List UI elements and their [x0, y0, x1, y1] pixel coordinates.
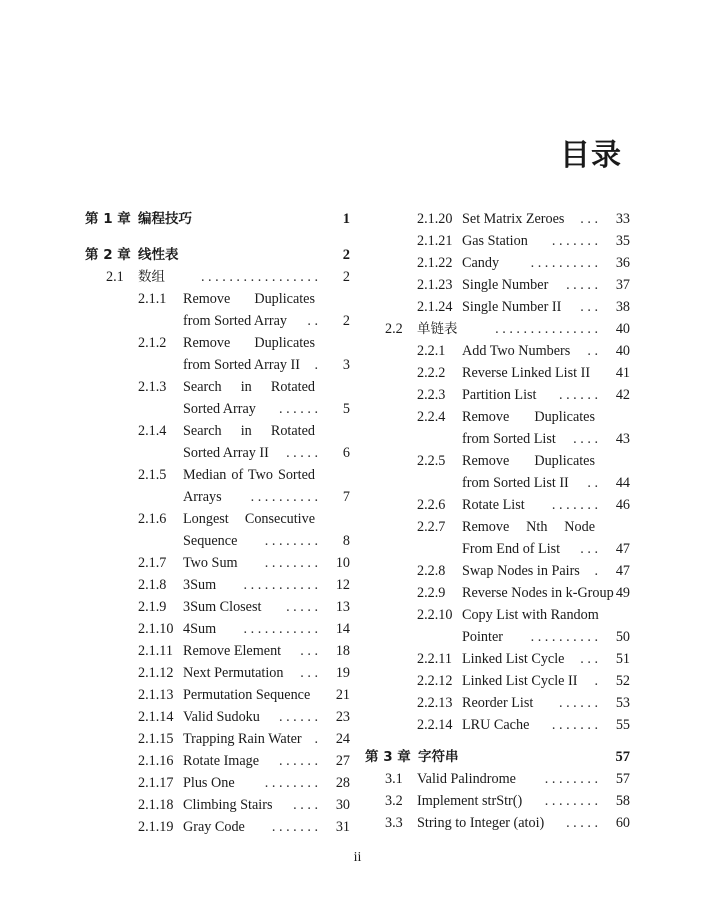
toc-leader-dots: . . . . . . . — [551, 497, 598, 513]
toc-entry-title: Remove Element — [183, 643, 282, 659]
toc-entry-title: Median of Two Sorted — [183, 467, 315, 483]
toc-entry-title: Sequence — [183, 533, 238, 549]
toc-entry[interactable] — [360, 252, 635, 274]
toc-entry-number: 2.2.1 — [417, 343, 446, 359]
toc-page-number: 44 — [615, 475, 630, 491]
toc-entry[interactable] — [0, 310, 355, 332]
toc-entry-title: Copy List with Random — [462, 607, 599, 623]
toc-leader-dots: . . . — [580, 211, 598, 227]
toc-entry[interactable] — [360, 428, 635, 450]
toc-entry-title: Remove Duplicates — [462, 453, 595, 469]
toc-entry-number: 3.1 — [385, 771, 403, 787]
toc-page-number: 31 — [335, 819, 350, 835]
toc-entry[interactable] — [360, 626, 635, 648]
toc-leader-dots: . . . — [300, 665, 318, 681]
toc-page-number: 46 — [615, 497, 630, 513]
toc-entry-number: 2.2 — [385, 321, 403, 337]
toc-entry-title: Rotate Image — [183, 753, 260, 769]
toc-entry-title: Single Number II — [462, 299, 562, 315]
toc-entry-title: Rotate List — [462, 497, 525, 513]
toc-entry[interactable] — [0, 618, 355, 640]
toc-page-number: 1 — [342, 211, 350, 227]
toc-page-number: 21 — [335, 687, 350, 703]
toc-page-number: 27 — [335, 753, 350, 769]
toc-leader-dots: . . . . . . . . — [264, 775, 318, 791]
toc-leader-dots: . . . . . — [566, 815, 598, 831]
toc-entry-title: String to Integer (atoi) — [417, 815, 545, 831]
toc-entry-number: 2.1.14 — [138, 709, 174, 725]
toc-entry-number: 2.1.20 — [417, 211, 453, 227]
toc-entry[interactable] — [360, 560, 635, 582]
toc-leader-dots: . . — [307, 313, 318, 329]
toc-page-number: 60 — [615, 815, 630, 831]
toc-entry-title: 编程技巧 — [138, 211, 192, 227]
toc-leader-dots: . . — [587, 343, 598, 359]
toc-section-entry[interactable] — [360, 812, 635, 834]
toc-entry-number: 第 2 章 — [85, 247, 131, 263]
toc-entry-title: Two Sum — [183, 555, 238, 571]
toc-right-column — [360, 0, 715, 913]
toc-entry-title: Single Number — [462, 277, 549, 293]
toc-entry[interactable] — [360, 230, 635, 252]
toc-leader-dots: . . . . . . — [558, 695, 598, 711]
toc-entry[interactable] — [0, 684, 355, 706]
toc-entry[interactable] — [0, 750, 355, 772]
toc-leader-dots: . . . . . . — [558, 387, 598, 403]
toc-entry[interactable] — [0, 772, 355, 794]
toc-entry-number: 第 3 章 — [365, 749, 411, 765]
toc-entry-number: 2.1.2 — [138, 335, 167, 351]
toc-entry[interactable] — [0, 662, 355, 684]
toc-leader-dots: . . . — [580, 541, 598, 557]
toc-page-number: 43 — [615, 431, 630, 447]
toc-leader-dots: . . . . . . . . . . . . . . . — [495, 321, 598, 337]
page-number: ii — [353, 850, 362, 865]
toc-entry-title: Search in Rotated — [183, 423, 315, 439]
toc-leader-dots: . . . . . . . . — [544, 771, 598, 787]
toc-page-number: 38 — [615, 299, 630, 315]
toc-entry-title: 4Sum — [183, 621, 217, 637]
toc-page-number: 41 — [615, 365, 630, 381]
toc-entry-number: 2.2.5 — [417, 453, 446, 469]
toc-entry-title: from Sorted List II — [462, 475, 569, 491]
toc-entry-number: 2.1.15 — [138, 731, 174, 747]
toc-chapter-entry[interactable] — [360, 746, 635, 768]
toc-entry[interactable] — [0, 508, 355, 530]
toc-entry-title: Linked List Cycle — [462, 651, 565, 667]
toc-chapter-entry[interactable] — [0, 244, 355, 266]
toc-leader-dots: . . . . . — [286, 599, 318, 615]
toc-chapter-entry[interactable] — [0, 208, 355, 230]
toc-page-number: 14 — [335, 621, 350, 637]
toc-page-number: 50 — [615, 629, 630, 645]
toc-entry[interactable] — [0, 376, 355, 398]
toc-entry[interactable] — [360, 582, 635, 604]
toc-page-number: 24 — [335, 731, 350, 747]
toc-entry-title: Longest Consecutive — [183, 511, 315, 527]
toc-entry-title: Gray Code — [183, 819, 245, 835]
toc-entry[interactable] — [0, 530, 355, 552]
toc-entry-number: 2.1.1 — [138, 291, 167, 307]
toc-page-number: 53 — [615, 695, 630, 711]
toc-page-number: 40 — [615, 321, 630, 337]
toc-entry-title: Arrays — [183, 489, 222, 505]
toc-page-number: 6 — [342, 445, 350, 461]
toc-entry-number: 第 1 章 — [85, 211, 131, 227]
toc-entry-number: 2.2.3 — [417, 387, 446, 403]
toc-entry[interactable] — [0, 706, 355, 728]
toc-entry-title: 单链表 — [417, 321, 458, 337]
toc-page-number: 2 — [342, 247, 350, 263]
toc-page-number: 52 — [615, 673, 630, 689]
toc-entry-title: Sorted Array II — [183, 445, 269, 461]
toc-entry[interactable] — [360, 516, 635, 538]
toc-entry-number: 2.1.12 — [138, 665, 174, 681]
toc-entry[interactable] — [360, 296, 635, 318]
toc-entry[interactable] — [360, 450, 635, 472]
toc-entry[interactable] — [360, 274, 635, 296]
toc-entry-number: 2.1.21 — [417, 233, 453, 249]
toc-entry-title: Linked List Cycle II — [462, 673, 578, 689]
toc-entry-title: 3Sum Closest — [183, 599, 262, 615]
toc-leader-dots: . . . . . . — [278, 753, 318, 769]
toc-page-number: 58 — [615, 793, 630, 809]
toc-entry[interactable] — [0, 728, 355, 750]
toc-page-number: 23 — [335, 709, 350, 725]
toc-entry-title: Swap Nodes in Pairs — [462, 563, 580, 579]
toc-entry-title: Candy — [462, 255, 500, 271]
toc-entry-title: Remove Duplicates — [183, 335, 315, 351]
toc-entry-title: Valid Sudoku — [183, 709, 260, 725]
toc-entry-title: Sorted Array — [183, 401, 256, 417]
toc-entry-number: 2.1.22 — [417, 255, 453, 271]
toc-page-number: 13 — [335, 599, 350, 615]
toc-entry[interactable] — [360, 714, 635, 736]
toc-entry-number: 2.1 — [106, 269, 124, 285]
toc-section-entry[interactable] — [360, 790, 635, 812]
toc-section-entry[interactable] — [0, 266, 355, 288]
toc-page-number: 47 — [615, 563, 630, 579]
toc-page-number: 51 — [615, 651, 630, 667]
toc-entry-number: 2.1.9 — [138, 599, 167, 615]
toc-entry-number: 2.2.4 — [417, 409, 446, 425]
toc-page-number: 28 — [335, 775, 350, 791]
toc-page-number: 57 — [615, 749, 630, 765]
toc-entry[interactable] — [360, 384, 635, 406]
toc-entry-number: 2.2.12 — [417, 673, 453, 689]
toc-page-number: 35 — [615, 233, 630, 249]
toc-page-number: 10 — [335, 555, 350, 571]
toc-entry-title: Pointer — [462, 629, 503, 645]
toc-entry[interactable] — [360, 670, 635, 692]
toc-leader-dots: . . — [587, 475, 598, 491]
toc-entry[interactable] — [360, 538, 635, 560]
toc-leader-dots: . . . . . . . . — [264, 555, 318, 571]
toc-entry-title: Remove Nth Node — [462, 519, 595, 535]
toc-entry-number: 2.1.18 — [138, 797, 174, 813]
toc-entry-title: Search in Rotated — [183, 379, 315, 395]
toc-entry[interactable] — [0, 442, 355, 464]
toc-entry-number: 2.2.10 — [417, 607, 453, 623]
toc-entry-title: From End of List — [462, 541, 561, 557]
toc-entry[interactable] — [0, 354, 355, 376]
toc-entry-number: 2.1.5 — [138, 467, 167, 483]
toc-leader-dots: . . . . . . . — [551, 717, 598, 733]
toc-entry-title: from Sorted Array II — [183, 357, 301, 373]
toc-entry-title: from Sorted Array — [183, 313, 288, 329]
toc-entry[interactable] — [0, 552, 355, 574]
toc-entry-number: 2.1.10 — [138, 621, 174, 637]
toc-entry[interactable] — [0, 420, 355, 442]
toc-entry-number: 2.1.3 — [138, 379, 167, 395]
toc-page-number: 49 — [615, 585, 630, 601]
toc-entry-title: Gas Station — [462, 233, 528, 249]
toc-leader-dots: . . . . . . — [278, 709, 318, 725]
page-title: 目录 — [560, 138, 622, 173]
toc-entry-number: 2.2.11 — [417, 651, 452, 667]
toc-leader-dots: . . . . . . . . . . . . . . . . . — [200, 269, 318, 285]
toc-entry[interactable] — [360, 362, 635, 384]
toc-entry-number: 2.1.7 — [138, 555, 167, 571]
toc-entry-title: Plus One — [183, 775, 235, 791]
toc-entry[interactable] — [0, 288, 355, 310]
toc-entry[interactable] — [0, 398, 355, 420]
toc-page-number: 5 — [342, 401, 350, 417]
toc-entry-number: 2.2.9 — [417, 585, 446, 601]
toc-page-number: 2 — [342, 269, 350, 285]
toc-entry-number: 2.1.4 — [138, 423, 167, 439]
toc-entry[interactable] — [360, 340, 635, 362]
toc-page-number: 8 — [342, 533, 350, 549]
toc-page-number: 57 — [615, 771, 630, 787]
toc-leader-dots: . . . . . — [566, 277, 598, 293]
toc-entry[interactable] — [360, 604, 635, 626]
toc-page-number: 19 — [335, 665, 350, 681]
toc-entry-number: 2.1.8 — [138, 577, 167, 593]
toc-entry-title: Valid Palindrome — [417, 771, 516, 787]
toc-leader-dots: . . . . . . . . — [264, 533, 318, 549]
toc-entry[interactable] — [360, 472, 635, 494]
toc-leader-dots: . — [594, 673, 598, 689]
toc-page-number: 12 — [335, 577, 350, 593]
toc-leader-dots: . — [594, 563, 598, 579]
toc-entry[interactable] — [0, 332, 355, 354]
toc-entry-number: 3.3 — [385, 815, 403, 831]
toc-entry-title: 线性表 — [138, 247, 179, 263]
toc-entry[interactable] — [0, 640, 355, 662]
toc-page-number: 33 — [615, 211, 630, 227]
toc-entry-number: 2.2.14 — [417, 717, 453, 733]
toc-leader-dots: . . . — [300, 643, 318, 659]
toc-entry-number: 2.2.7 — [417, 519, 446, 535]
toc-leader-dots: . . . . . . . . . . — [530, 629, 598, 645]
toc-leader-dots: . . . — [580, 299, 598, 315]
toc-entry[interactable] — [0, 574, 355, 596]
toc-page-number: 42 — [615, 387, 630, 403]
toc-leader-dots: . . . . . . . — [271, 819, 318, 835]
toc-entry[interactable] — [360, 692, 635, 714]
toc-leader-dots: . . . . — [293, 797, 318, 813]
toc-leader-dots: . . . . — [573, 431, 598, 447]
toc-entry[interactable] — [360, 208, 635, 230]
toc-entry-title: Add Two Numbers — [462, 343, 571, 359]
toc-entry-title: Reverse Linked List II — [462, 365, 591, 381]
toc-page-number: 47 — [615, 541, 630, 557]
toc-page-number: 37 — [615, 277, 630, 293]
toc-entry[interactable] — [360, 648, 635, 670]
toc-entry-title: 字符串 — [418, 749, 459, 765]
toc-entry-title: Reorder List — [462, 695, 534, 711]
toc-entry[interactable] — [0, 464, 355, 486]
toc-page-number: 55 — [615, 717, 630, 733]
toc-entry-number: 2.1.6 — [138, 511, 167, 527]
toc-entry-number: 2.2.2 — [417, 365, 446, 381]
toc-leader-dots: . . . . . . . . . . — [530, 255, 598, 271]
toc-leader-dots: . . . . . . . . . . . — [243, 621, 318, 637]
toc-leader-dots: . . . . . . . — [551, 233, 598, 249]
toc-entry-number: 2.2.13 — [417, 695, 453, 711]
toc-entry-number: 2.1.11 — [138, 643, 173, 659]
toc-page-number: 18 — [335, 643, 350, 659]
toc-entry-title: Next Permutation — [183, 665, 284, 681]
toc-entry-number: 3.2 — [385, 793, 403, 809]
toc-entry[interactable] — [0, 596, 355, 618]
toc-entry[interactable] — [360, 494, 635, 516]
toc-entry-number: 2.1.23 — [417, 277, 453, 293]
toc-page-number: 7 — [342, 489, 350, 505]
toc-page-number: 30 — [335, 797, 350, 813]
toc-leader-dots: . . . . . . . . — [544, 793, 598, 809]
toc-entry-title: 3Sum — [183, 577, 217, 593]
toc-entry-title: Reverse Nodes in k-Group — [462, 585, 614, 601]
toc-page-number: 40 — [615, 343, 630, 359]
toc-entry-title: Remove Duplicates — [183, 291, 315, 307]
toc-section-entry[interactable] — [360, 768, 635, 790]
toc-entry-title: 数组 — [138, 269, 165, 285]
toc-entry-title: Set Matrix Zeroes — [462, 211, 565, 227]
toc-page-number: 3 — [342, 357, 350, 373]
toc-entry-number: 2.1.13 — [138, 687, 174, 703]
toc-entry-title: Partition List — [462, 387, 537, 403]
toc-leader-dots: . . . . . . . . . . — [250, 489, 318, 505]
toc-entry-title: from Sorted List — [462, 431, 556, 447]
toc-leader-dots: . . . . . . — [278, 401, 318, 417]
toc-entry-number: 2.2.8 — [417, 563, 446, 579]
toc-entry-title: Implement strStr() — [417, 793, 523, 809]
toc-entry-title: Permutation Sequence — [183, 687, 311, 703]
toc-entry[interactable] — [0, 816, 355, 838]
toc-entry-number: 2.2.6 — [417, 497, 446, 513]
toc-entry-title: Trapping Rain Water — [183, 731, 302, 747]
toc-entry-number: 2.1.16 — [138, 753, 174, 769]
toc-entry-title: LRU Cache — [462, 717, 530, 733]
toc-leader-dots: . — [314, 731, 318, 747]
toc-section-entry[interactable] — [360, 318, 635, 340]
toc-entry-title: Climbing Stairs — [183, 797, 273, 813]
toc-entry[interactable] — [360, 406, 635, 428]
toc-leader-dots: . . . — [580, 651, 598, 667]
toc-leader-dots: . — [314, 357, 318, 373]
toc-entry-title: Remove Duplicates — [462, 409, 595, 425]
toc-leader-dots: . . . . . . . . . . . — [243, 577, 318, 593]
toc-entry-number: 2.1.17 — [138, 775, 174, 791]
toc-page-number: 2 — [342, 313, 350, 329]
toc-entry-number: 2.1.24 — [417, 299, 453, 315]
toc-entry-number: 2.1.19 — [138, 819, 174, 835]
toc-page-number: 36 — [615, 255, 630, 271]
toc-leader-dots: . . . . . — [286, 445, 318, 461]
toc-entry[interactable] — [0, 486, 355, 508]
toc-entry[interactable] — [0, 794, 355, 816]
